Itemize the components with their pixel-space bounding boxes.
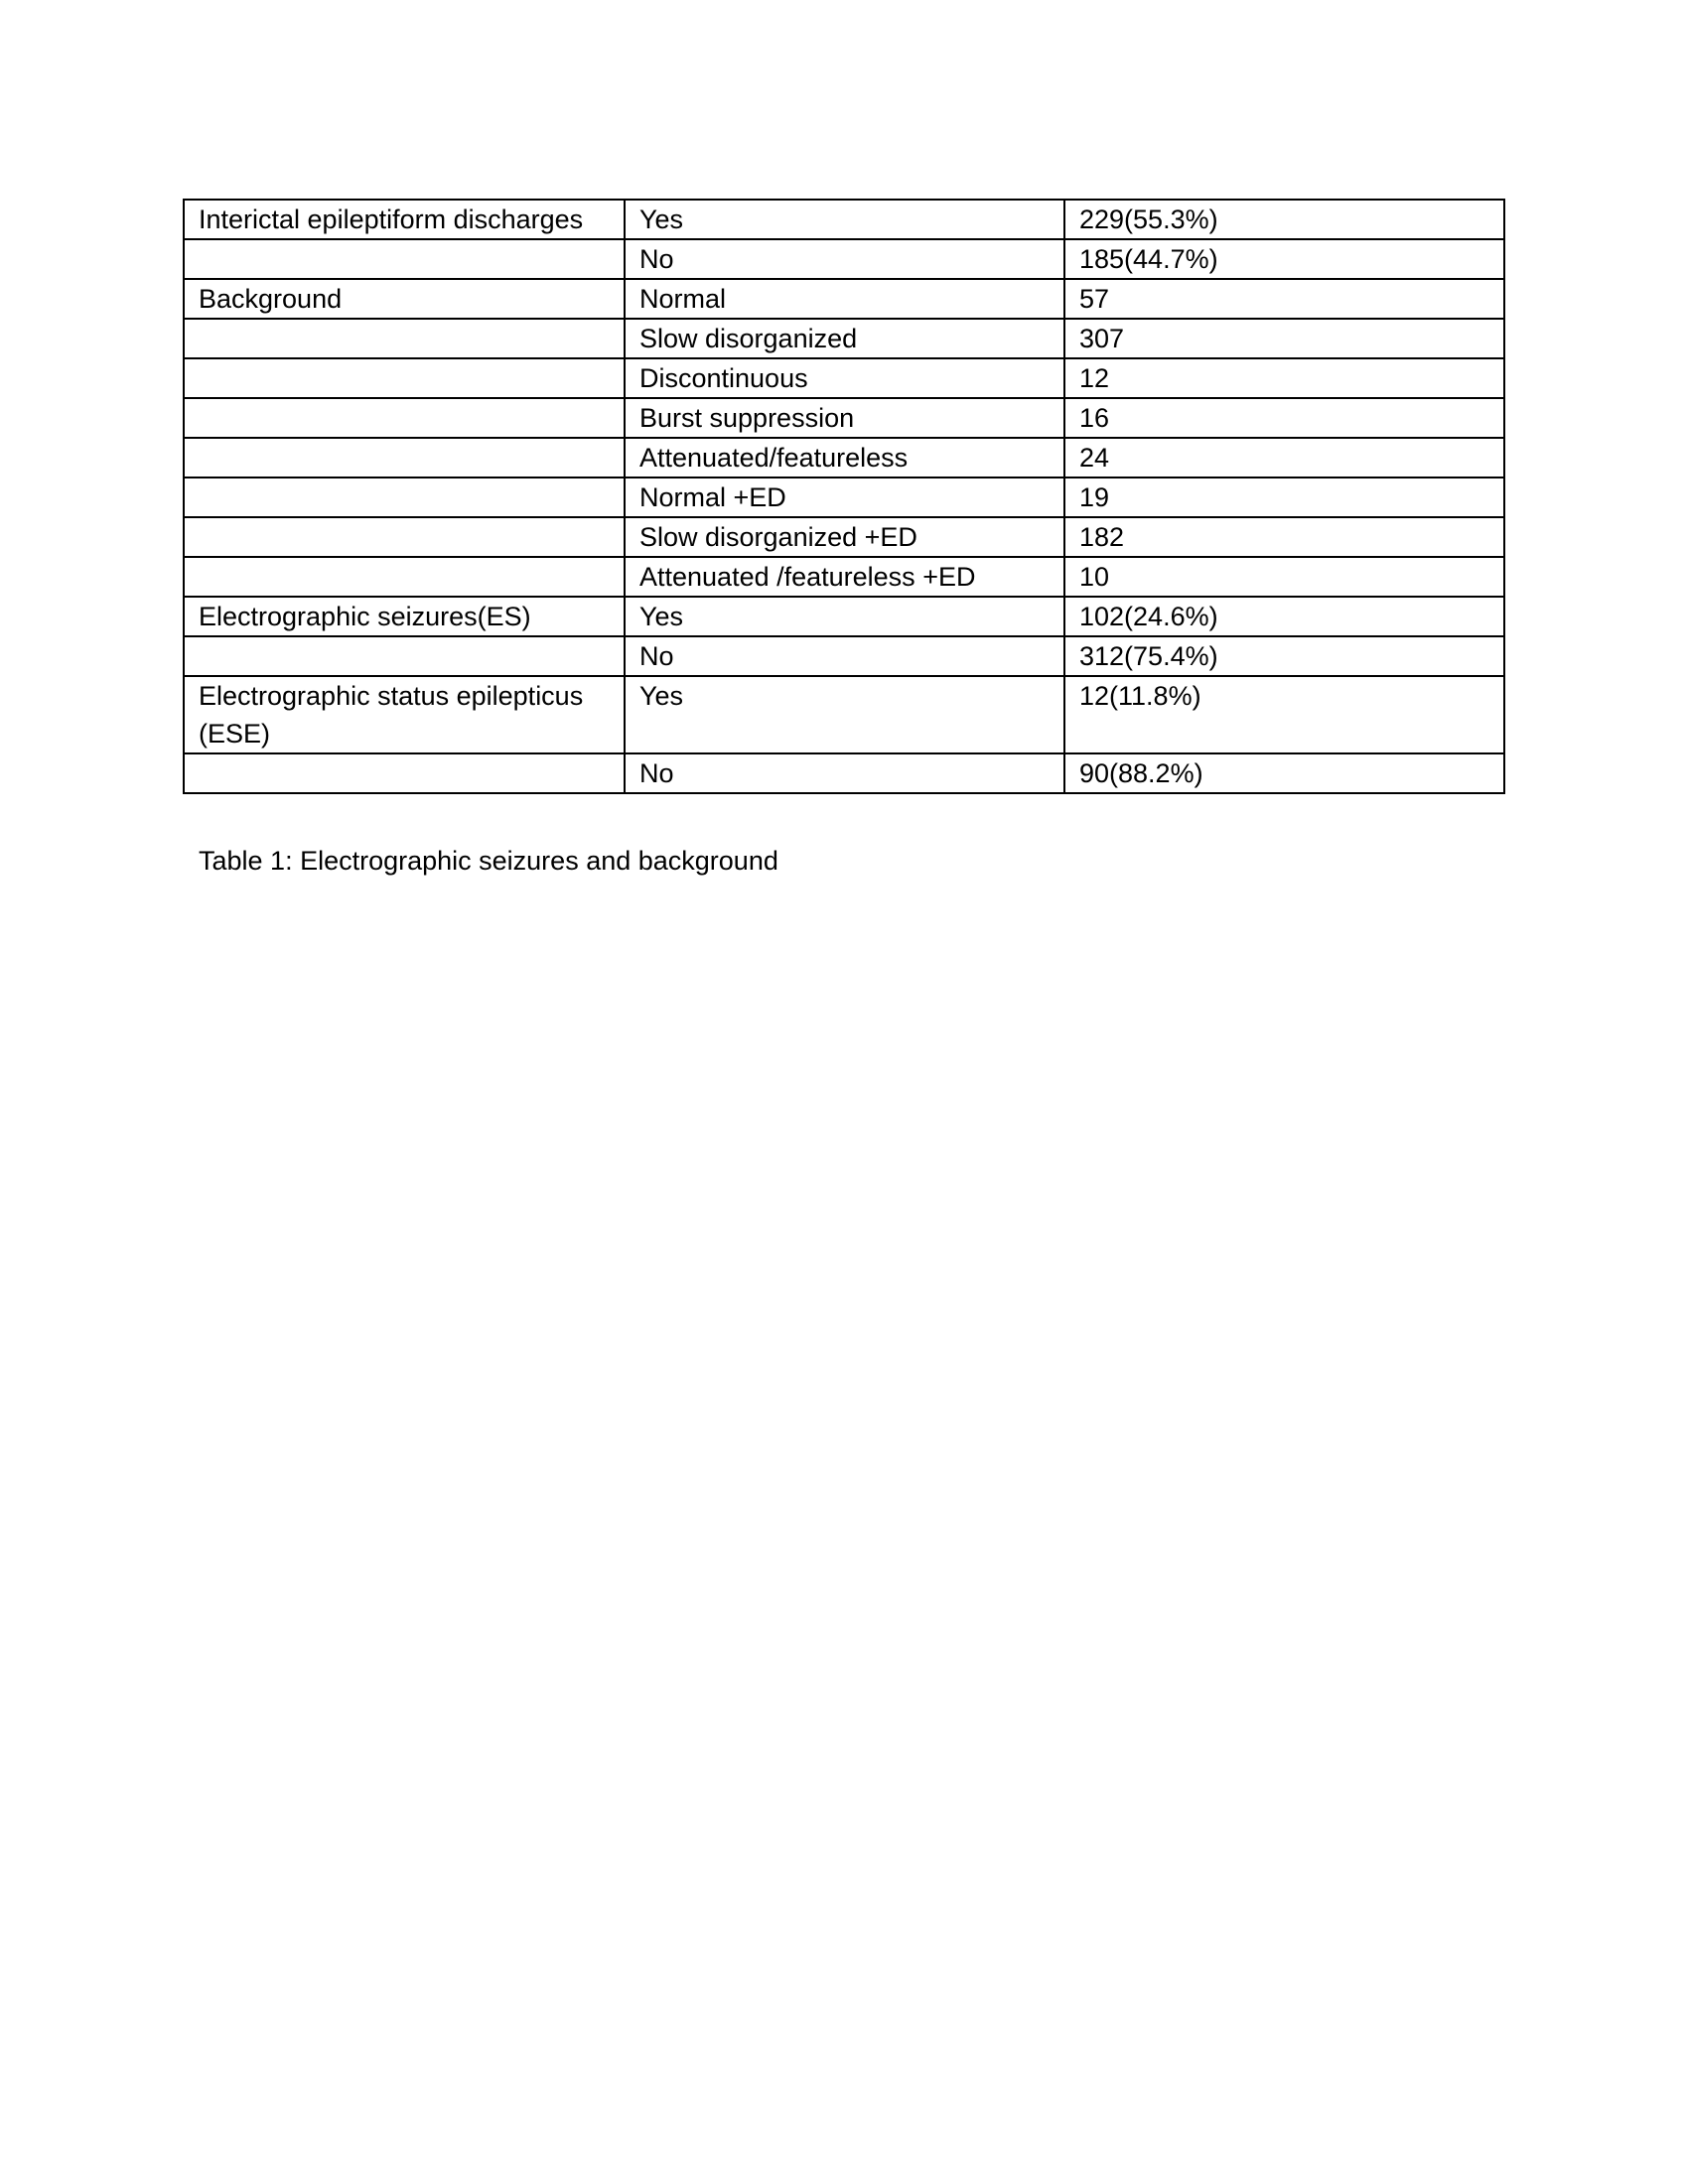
table-row [184,438,1504,478]
category-cell [184,636,625,676]
subcategory-cell: Normal +ED [625,478,1064,517]
value-cell: 19 [1064,478,1504,517]
table-row [184,319,1504,358]
category-cell: Background [184,279,625,319]
table-row [184,398,1504,438]
table-row [184,239,1504,279]
value-cell: 57 [1064,279,1504,319]
value-cell: 16 [1064,398,1504,438]
category-cell [184,557,625,597]
results-table [183,199,1505,794]
value-cell: 185(44.7%) [1064,239,1504,279]
value-cell: 12(11.8%) [1064,676,1504,753]
category-cell [184,319,625,358]
table-row [184,636,1504,676]
table-row [184,200,1504,239]
category-cell: Electrographic seizures(ES) [184,597,625,636]
subcategory-cell: No [625,753,1064,793]
table-row [184,597,1504,636]
category-cell [184,239,625,279]
category-cell [184,358,625,398]
category-cell [184,398,625,438]
subcategory-cell: Yes [625,200,1064,239]
value-cell: 229(55.3%) [1064,200,1504,239]
table-row [184,676,1504,753]
subcategory-cell: Slow disorganized +ED [625,517,1064,557]
subcategory-cell: Yes [625,676,1064,753]
value-cell: 312(75.4%) [1064,636,1504,676]
subcategory-cell: Slow disorganized [625,319,1064,358]
subcategory-cell: Attenuated /featureless +ED [625,557,1064,597]
table-row [184,557,1504,597]
subcategory-cell: Yes [625,597,1064,636]
table-caption: Table 1: Electrographic seizures and background [199,846,778,876]
value-cell: 102(24.6%) [1064,597,1504,636]
category-cell: Interictal epileptiform discharges [184,200,625,239]
table-row [184,753,1504,793]
subcategory-cell: No [625,239,1064,279]
category-cell [184,517,625,557]
table-row [184,517,1504,557]
table-row [184,279,1504,319]
subcategory-cell: No [625,636,1064,676]
value-cell: 182 [1064,517,1504,557]
value-cell: 12 [1064,358,1504,398]
subcategory-cell: Burst suppression [625,398,1064,438]
category-cell [184,753,625,793]
value-cell: 24 [1064,438,1504,478]
category-cell [184,478,625,517]
category-cell: Electrographic status epilepticus (ESE) [184,676,625,753]
value-cell: 90(88.2%) [1064,753,1504,793]
subcategory-cell: Discontinuous [625,358,1064,398]
table-row [184,358,1504,398]
category-cell [184,438,625,478]
table-row [184,478,1504,517]
value-cell: 10 [1064,557,1504,597]
subcategory-cell: Attenuated/featureless [625,438,1064,478]
value-cell: 307 [1064,319,1504,358]
subcategory-cell: Normal [625,279,1064,319]
